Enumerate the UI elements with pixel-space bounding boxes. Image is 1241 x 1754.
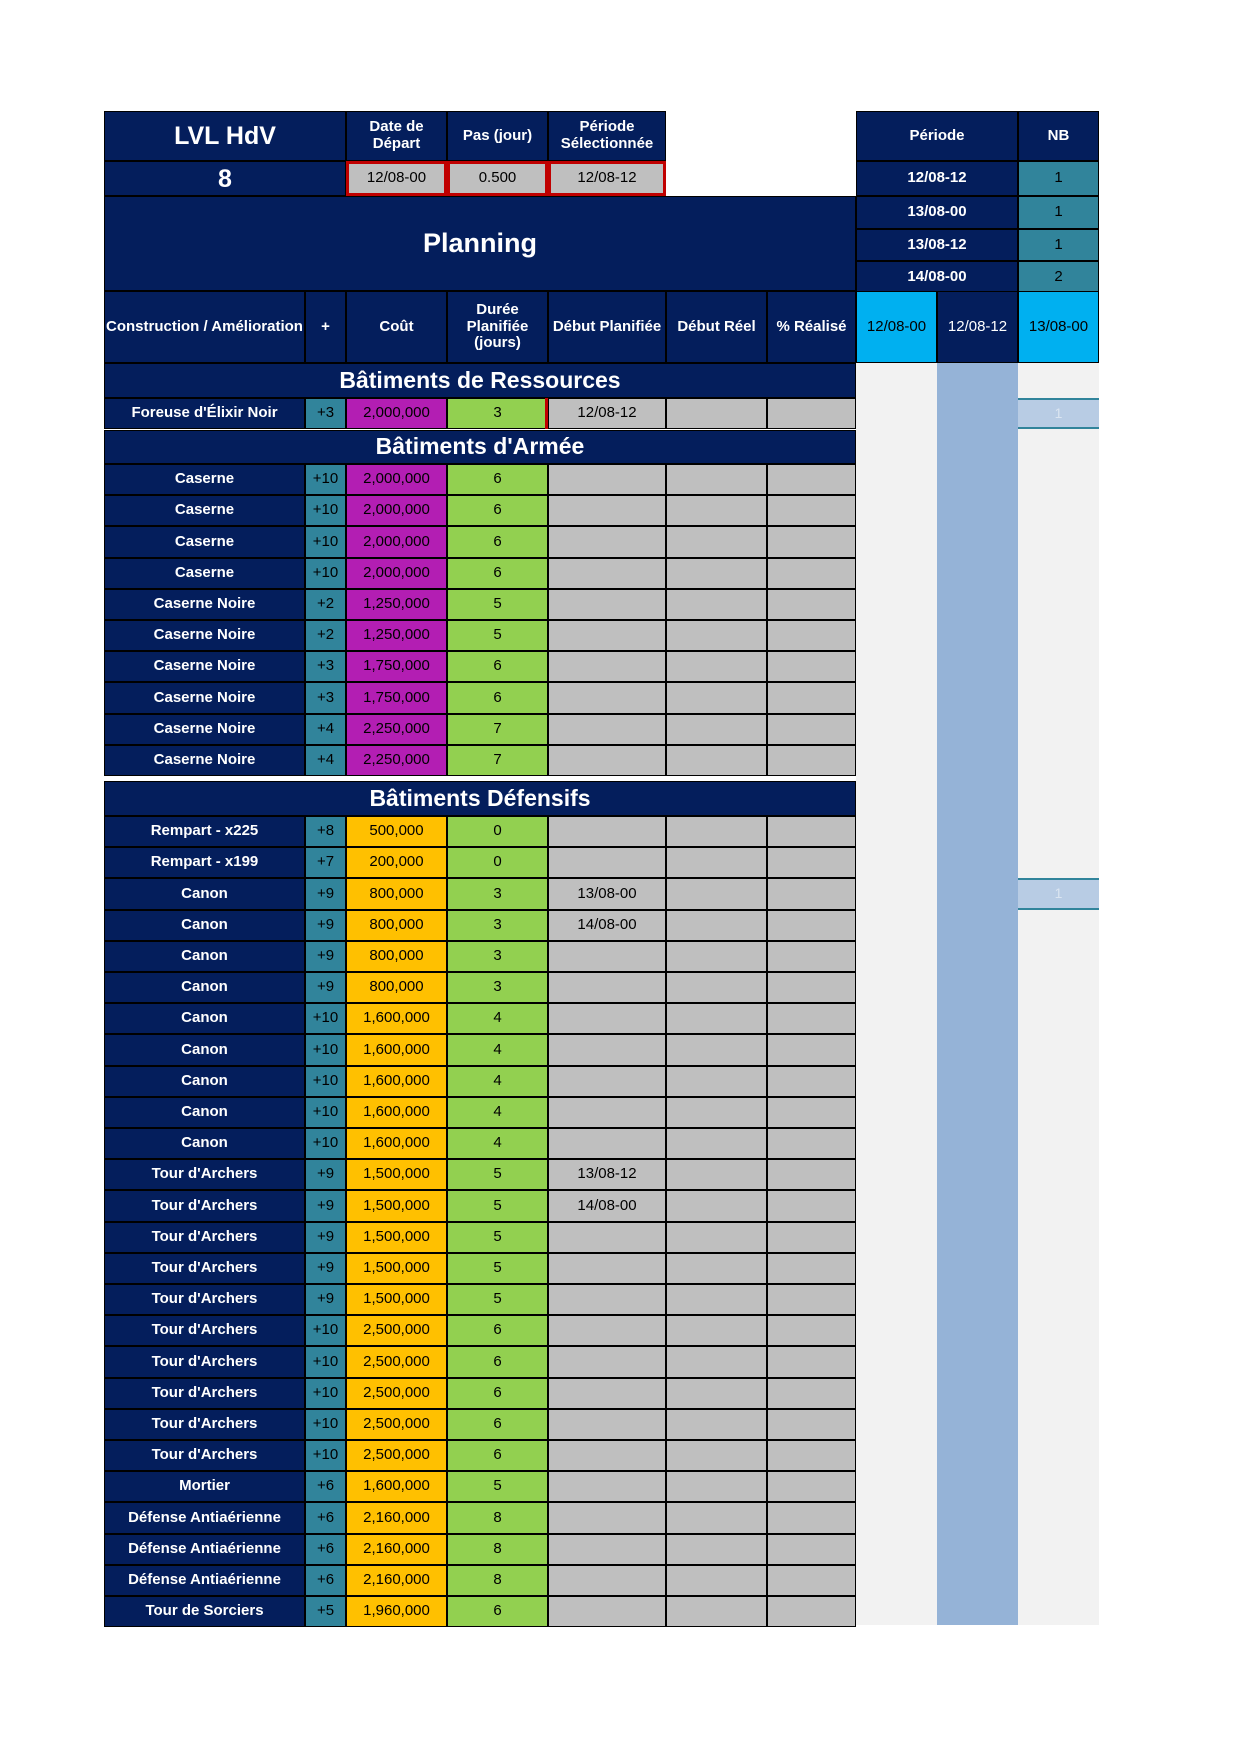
item-plus: +10 <box>305 1128 346 1159</box>
item-plus: +10 <box>305 1097 346 1128</box>
item-name: Caserne <box>104 526 305 558</box>
item-debut-reel[interactable] <box>666 464 767 495</box>
item-name: Tour d'Archers <box>104 1315 305 1346</box>
item-debut-reel[interactable] <box>666 651 767 682</box>
item-plus: +9 <box>305 1159 346 1190</box>
item-debut-planifiee[interactable] <box>548 1565 666 1596</box>
item-duration[interactable]: 4 <box>447 1066 548 1097</box>
item-debut-reel[interactable] <box>666 1315 767 1346</box>
item-cost: 1,600,000 <box>346 1034 447 1066</box>
item-name: Caserne Noire <box>104 651 305 682</box>
item-plus: +3 <box>305 398 346 429</box>
periode-value: 13/08-12 <box>856 229 1018 261</box>
item-cost: 800,000 <box>346 972 447 1003</box>
item-name: Canon <box>104 941 305 972</box>
item-cost: 200,000 <box>346 847 447 878</box>
item-duration[interactable]: 6 <box>447 651 548 682</box>
item-duration[interactable]: 8 <box>447 1502 548 1534</box>
gantt-mark: 1 <box>1018 878 1099 910</box>
item-realise[interactable] <box>767 1159 856 1190</box>
item-debut-reel[interactable] <box>666 1471 767 1502</box>
section-title: Bâtiments de Ressources <box>104 363 856 398</box>
item-cost: 2,500,000 <box>346 1346 447 1378</box>
item-plus: +9 <box>305 1222 346 1253</box>
item-cost: 1,600,000 <box>346 1097 447 1128</box>
item-plus: +9 <box>305 878 346 910</box>
item-plus: +2 <box>305 620 346 651</box>
item-debut-planifiee[interactable] <box>548 1034 666 1066</box>
col-cout: Coût <box>346 291 447 363</box>
item-cost: 1,600,000 <box>346 1471 447 1502</box>
item-realise[interactable] <box>767 910 856 941</box>
gantt-header-3: 13/08-00 <box>1018 291 1099 363</box>
item-plus: +9 <box>305 972 346 1003</box>
item-debut-reel[interactable] <box>666 1034 767 1066</box>
gantt-header-1: 12/08-00 <box>856 291 937 363</box>
item-cost: 800,000 <box>346 910 447 941</box>
item-debut-reel[interactable] <box>666 1066 767 1097</box>
item-realise[interactable] <box>767 816 856 847</box>
gantt-col-3 <box>1018 363 1099 1625</box>
item-name: Tour d'Archers <box>104 1284 305 1315</box>
item-debut-planifiee[interactable] <box>548 1534 666 1565</box>
item-debut-reel[interactable] <box>666 847 767 878</box>
gantt-header-2: 12/08-12 <box>937 291 1018 363</box>
item-name: Canon <box>104 1066 305 1097</box>
item-debut-reel[interactable] <box>666 1534 767 1565</box>
item-realise[interactable] <box>767 1565 856 1596</box>
item-plus: +10 <box>305 1378 346 1409</box>
item-cost: 2,500,000 <box>346 1440 447 1471</box>
item-cost: 2,000,000 <box>346 526 447 558</box>
item-debut-planifiee[interactable] <box>548 847 666 878</box>
item-plus: +10 <box>305 1003 346 1034</box>
gantt-col-2 <box>937 363 1018 1625</box>
item-name: Tour d'Archers <box>104 1190 305 1222</box>
item-name: Défense Antiaérienne <box>104 1534 305 1565</box>
item-duration[interactable]: 3 <box>447 941 548 972</box>
item-cost: 1,600,000 <box>346 1066 447 1097</box>
item-duration[interactable]: 6 <box>447 495 548 526</box>
item-debut-planifiee[interactable] <box>548 620 666 651</box>
item-cost: 2,160,000 <box>346 1502 447 1534</box>
item-cost: 1,250,000 <box>346 589 447 620</box>
item-realise[interactable] <box>767 1440 856 1471</box>
item-cost: 2,000,000 <box>346 495 447 526</box>
item-plus: +3 <box>305 682 346 714</box>
col-plus: + <box>305 291 346 363</box>
item-name: Canon <box>104 1128 305 1159</box>
item-plus: +6 <box>305 1565 346 1596</box>
item-debut-planifiee[interactable] <box>548 1128 666 1159</box>
item-debut-planifiee[interactable] <box>548 464 666 495</box>
item-name: Défense Antiaérienne <box>104 1502 305 1534</box>
item-realise[interactable] <box>767 847 856 878</box>
item-plus: +9 <box>305 1253 346 1284</box>
item-debut-planifiee[interactable] <box>548 1003 666 1034</box>
item-debut-planifiee[interactable] <box>548 589 666 620</box>
item-debut-reel[interactable] <box>666 1159 767 1190</box>
item-plus: +6 <box>305 1471 346 1502</box>
item-cost: 2,000,000 <box>346 398 447 429</box>
item-debut-planifiee[interactable] <box>548 1346 666 1378</box>
item-debut-reel[interactable] <box>666 495 767 526</box>
item-duration[interactable]: 6 <box>447 464 548 495</box>
item-debut-reel[interactable] <box>666 1502 767 1534</box>
item-debut-planifiee[interactable]: 13/08-12 <box>548 1159 666 1190</box>
item-debut-reel[interactable] <box>666 558 767 589</box>
item-realise[interactable] <box>767 1284 856 1315</box>
item-name: Caserne Noire <box>104 589 305 620</box>
item-debut-planifiee[interactable] <box>548 1097 666 1128</box>
item-realise[interactable] <box>767 941 856 972</box>
date-depart-input[interactable]: 12/08-00 <box>346 161 447 196</box>
item-debut-planifiee[interactable] <box>548 745 666 776</box>
item-plus: +9 <box>305 1284 346 1315</box>
item-duration[interactable]: 3 <box>447 972 548 1003</box>
item-duration[interactable]: 6 <box>447 526 548 558</box>
date-depart-label: Date de Départ <box>346 111 447 161</box>
item-realise[interactable] <box>767 1378 856 1409</box>
item-realise[interactable] <box>767 1315 856 1346</box>
item-name: Caserne <box>104 558 305 589</box>
lvl-hdv-label: LVL HdV <box>104 111 346 161</box>
item-cost: 2,250,000 <box>346 745 447 776</box>
item-cost: 1,750,000 <box>346 682 447 714</box>
item-realise[interactable] <box>767 1409 856 1440</box>
item-name: Caserne Noire <box>104 745 305 776</box>
item-realise[interactable] <box>767 1003 856 1034</box>
item-duration[interactable]: 5 <box>447 1253 548 1284</box>
item-name: Canon <box>104 1034 305 1066</box>
item-plus: +5 <box>305 1596 346 1627</box>
planning-title: Planning <box>104 196 856 291</box>
item-cost: 1,600,000 <box>346 1128 447 1159</box>
item-debut-planifiee[interactable] <box>548 1596 666 1627</box>
item-debut-planifiee[interactable] <box>548 816 666 847</box>
item-realise[interactable] <box>767 1190 856 1222</box>
item-debut-planifiee[interactable] <box>548 682 666 714</box>
item-debut-planifiee[interactable] <box>548 1222 666 1253</box>
item-realise[interactable] <box>767 1596 856 1627</box>
item-plus: +10 <box>305 526 346 558</box>
item-name: Tour d'Archers <box>104 1440 305 1471</box>
item-cost: 1,600,000 <box>346 1003 447 1034</box>
item-realise[interactable] <box>767 620 856 651</box>
col-debut-reel: Début Réel <box>666 291 767 363</box>
item-realise[interactable] <box>767 1253 856 1284</box>
item-realise[interactable] <box>767 714 856 745</box>
item-plus: +8 <box>305 816 346 847</box>
item-debut-planifiee[interactable] <box>548 1378 666 1409</box>
item-realise[interactable] <box>767 972 856 1003</box>
item-debut-reel[interactable] <box>666 714 767 745</box>
item-debut-reel[interactable] <box>666 1409 767 1440</box>
item-realise[interactable] <box>767 1097 856 1128</box>
item-name: Tour d'Archers <box>104 1378 305 1409</box>
item-debut-reel[interactable] <box>666 1003 767 1034</box>
item-debut-reel[interactable] <box>666 1222 767 1253</box>
item-duration[interactable]: 8 <box>447 1565 548 1596</box>
item-debut-reel[interactable] <box>666 941 767 972</box>
item-cost: 800,000 <box>346 941 447 972</box>
item-duration[interactable]: 5 <box>447 1284 548 1315</box>
col-duree: Durée Planifiée (jours) <box>447 291 548 363</box>
item-duration[interactable]: 4 <box>447 1097 548 1128</box>
item-cost: 500,000 <box>346 816 447 847</box>
item-debut-reel[interactable] <box>666 682 767 714</box>
item-realise[interactable] <box>767 878 856 910</box>
item-duration[interactable]: 6 <box>447 1378 548 1409</box>
item-duration[interactable]: 6 <box>447 1440 548 1471</box>
item-duration[interactable]: 8 <box>447 1534 548 1565</box>
item-debut-planifiee[interactable] <box>548 1315 666 1346</box>
item-debut-reel[interactable] <box>666 1253 767 1284</box>
item-duration[interactable]: 5 <box>447 589 548 620</box>
item-realise[interactable] <box>767 682 856 714</box>
item-cost: 1,750,000 <box>346 651 447 682</box>
item-plus: +9 <box>305 910 346 941</box>
red-marker-left <box>545 398 548 429</box>
item-debut-planifiee[interactable] <box>548 714 666 745</box>
item-name: Caserne Noire <box>104 714 305 745</box>
item-plus: +3 <box>305 651 346 682</box>
item-realise[interactable] <box>767 745 856 776</box>
item-debut-reel[interactable] <box>666 398 767 429</box>
item-cost: 2,250,000 <box>346 714 447 745</box>
item-name: Caserne Noire <box>104 620 305 651</box>
item-duration[interactable]: 4 <box>447 1034 548 1066</box>
item-debut-planifiee[interactable] <box>548 1502 666 1534</box>
item-debut-reel[interactable] <box>666 620 767 651</box>
item-cost: 2,000,000 <box>346 558 447 589</box>
item-duration[interactable]: 0 <box>447 847 548 878</box>
item-debut-reel[interactable] <box>666 878 767 910</box>
item-name: Rempart - x225 <box>104 816 305 847</box>
item-debut-reel[interactable] <box>666 1097 767 1128</box>
item-debut-reel[interactable] <box>666 1284 767 1315</box>
item-cost: 2,500,000 <box>346 1378 447 1409</box>
item-debut-reel[interactable] <box>666 1596 767 1627</box>
nb-value: 1 <box>1018 196 1099 229</box>
item-name: Mortier <box>104 1471 305 1502</box>
item-realise[interactable] <box>767 1534 856 1565</box>
item-duration[interactable]: 3 <box>447 910 548 941</box>
item-cost: 2,160,000 <box>346 1534 447 1565</box>
item-plus: +10 <box>305 1409 346 1440</box>
item-realise[interactable] <box>767 1502 856 1534</box>
item-debut-planifiee[interactable]: 12/08-12 <box>548 398 666 429</box>
gantt-mark: 1 <box>1018 398 1099 429</box>
item-debut-planifiee[interactable] <box>548 1471 666 1502</box>
item-duration[interactable]: 6 <box>447 1409 548 1440</box>
periode-header: Période <box>856 111 1018 161</box>
item-cost: 1,500,000 <box>346 1253 447 1284</box>
item-cost: 1,960,000 <box>346 1596 447 1627</box>
item-duration[interactable]: 6 <box>447 1596 548 1627</box>
item-debut-planifiee[interactable]: 13/08-00 <box>548 878 666 910</box>
item-plus: +10 <box>305 1034 346 1066</box>
item-debut-planifiee[interactable]: 14/08-00 <box>548 910 666 941</box>
item-realise[interactable] <box>767 1471 856 1502</box>
item-debut-reel[interactable] <box>666 1190 767 1222</box>
item-name: Caserne <box>104 464 305 495</box>
item-name: Caserne <box>104 495 305 526</box>
item-duration[interactable]: 6 <box>447 558 548 589</box>
item-cost: 2,000,000 <box>346 464 447 495</box>
item-debut-planifiee[interactable]: 14/08-00 <box>548 1190 666 1222</box>
periode-value: 12/08-12 <box>856 161 1018 196</box>
item-duration[interactable]: 7 <box>447 714 548 745</box>
item-plus: +10 <box>305 495 346 526</box>
item-plus: +10 <box>305 1315 346 1346</box>
item-debut-reel[interactable] <box>666 1565 767 1596</box>
item-duration[interactable]: 7 <box>447 745 548 776</box>
item-plus: +6 <box>305 1534 346 1565</box>
item-plus: +4 <box>305 714 346 745</box>
item-plus: +9 <box>305 941 346 972</box>
item-realise[interactable] <box>767 558 856 589</box>
col-construction: Construction / Amélioration <box>104 291 305 363</box>
item-realise[interactable] <box>767 495 856 526</box>
item-name: Tour d'Archers <box>104 1253 305 1284</box>
item-realise[interactable] <box>767 1066 856 1097</box>
item-cost: 1,500,000 <box>346 1190 447 1222</box>
item-plus: +10 <box>305 1440 346 1471</box>
item-duration[interactable]: 6 <box>447 1346 548 1378</box>
item-duration[interactable]: 4 <box>447 1003 548 1034</box>
item-debut-reel[interactable] <box>666 972 767 1003</box>
lvl-hdv-value[interactable]: 8 <box>104 161 346 196</box>
item-debut-planifiee[interactable] <box>548 651 666 682</box>
item-plus: +10 <box>305 1346 346 1378</box>
nb-value: 1 <box>1018 229 1099 261</box>
item-debut-planifiee[interactable] <box>548 972 666 1003</box>
item-debut-reel[interactable] <box>666 745 767 776</box>
item-duration[interactable]: 5 <box>447 1222 548 1253</box>
item-name: Défense Antiaérienne <box>104 1565 305 1596</box>
item-debut-planifiee[interactable] <box>548 526 666 558</box>
item-name: Canon <box>104 878 305 910</box>
item-cost: 800,000 <box>346 878 447 910</box>
item-plus: +10 <box>305 558 346 589</box>
col-realise: % Réalisé <box>767 291 856 363</box>
item-cost: 1,500,000 <box>346 1159 447 1190</box>
item-realise[interactable] <box>767 1346 856 1378</box>
item-name: Tour de Sorciers <box>104 1596 305 1627</box>
item-debut-planifiee[interactable] <box>548 495 666 526</box>
item-plus: +7 <box>305 847 346 878</box>
item-debut-planifiee[interactable] <box>548 1440 666 1471</box>
periode-selectionnee-label: Période Sélectionnée <box>548 111 666 161</box>
item-plus: +10 <box>305 464 346 495</box>
periode-value: 14/08-00 <box>856 261 1018 293</box>
item-name: Canon <box>104 910 305 941</box>
item-debut-reel[interactable] <box>666 526 767 558</box>
item-debut-reel[interactable] <box>666 1378 767 1409</box>
item-realise[interactable] <box>767 1128 856 1159</box>
item-name: Canon <box>104 972 305 1003</box>
item-debut-reel[interactable] <box>666 1346 767 1378</box>
item-realise[interactable] <box>767 526 856 558</box>
item-debut-reel[interactable] <box>666 1128 767 1159</box>
item-debut-planifiee[interactable] <box>548 1066 666 1097</box>
item-duration[interactable]: 3 <box>447 398 548 429</box>
pas-input[interactable]: 0.500 <box>447 161 548 196</box>
section-title: Bâtiments Défensifs <box>104 781 856 816</box>
item-debut-reel[interactable] <box>666 910 767 941</box>
item-realise[interactable] <box>767 398 856 429</box>
item-cost: 1,500,000 <box>346 1284 447 1315</box>
item-debut-reel[interactable] <box>666 1440 767 1471</box>
item-duration[interactable]: 5 <box>447 1190 548 1222</box>
item-name: Tour d'Archers <box>104 1346 305 1378</box>
item-plus: +9 <box>305 1190 346 1222</box>
item-debut-planifiee[interactable] <box>548 1409 666 1440</box>
nb-value: 1 <box>1018 161 1099 196</box>
item-debut-reel[interactable] <box>666 589 767 620</box>
item-cost: 2,500,000 <box>346 1315 447 1346</box>
item-cost: 2,500,000 <box>346 1409 447 1440</box>
item-duration[interactable]: 5 <box>447 620 548 651</box>
item-duration[interactable]: 6 <box>447 1315 548 1346</box>
item-realise[interactable] <box>767 1034 856 1066</box>
item-realise[interactable] <box>767 1222 856 1253</box>
item-name: Caserne Noire <box>104 682 305 714</box>
item-debut-planifiee[interactable] <box>548 558 666 589</box>
item-duration[interactable]: 3 <box>447 878 548 910</box>
item-cost: 2,160,000 <box>346 1565 447 1596</box>
gantt-col-1 <box>856 363 937 1625</box>
item-name: Tour d'Archers <box>104 1409 305 1440</box>
item-cost: 1,250,000 <box>346 620 447 651</box>
item-name: Foreuse d'Élixir Noir <box>104 398 305 429</box>
item-duration[interactable]: 5 <box>447 1159 548 1190</box>
item-cost: 1,500,000 <box>346 1222 447 1253</box>
item-duration[interactable]: 6 <box>447 682 548 714</box>
nb-value: 2 <box>1018 261 1099 293</box>
item-name: Tour d'Archers <box>104 1222 305 1253</box>
item-duration[interactable]: 0 <box>447 816 548 847</box>
item-debut-planifiee[interactable] <box>548 1284 666 1315</box>
item-debut-planifiee[interactable] <box>548 1253 666 1284</box>
item-realise[interactable] <box>767 464 856 495</box>
item-name: Canon <box>104 1003 305 1034</box>
item-plus: +4 <box>305 745 346 776</box>
pas-label: Pas (jour) <box>447 111 548 161</box>
item-debut-planifiee[interactable] <box>548 941 666 972</box>
item-plus: +10 <box>305 1066 346 1097</box>
item-debut-reel[interactable] <box>666 816 767 847</box>
item-name: Rempart - x199 <box>104 847 305 878</box>
item-name: Canon <box>104 1097 305 1128</box>
nb-header: NB <box>1018 111 1099 161</box>
col-debut-planifiee: Début Planifiée <box>548 291 666 363</box>
section-title: Bâtiments d'Armée <box>104 430 856 464</box>
item-realise[interactable] <box>767 651 856 682</box>
periode-selectionnee-input[interactable]: 12/08-12 <box>548 161 666 196</box>
item-duration[interactable]: 5 <box>447 1471 548 1502</box>
item-plus: +6 <box>305 1502 346 1534</box>
periode-value: 13/08-00 <box>856 196 1018 229</box>
item-plus: +2 <box>305 589 346 620</box>
item-name: Tour d'Archers <box>104 1159 305 1190</box>
item-realise[interactable] <box>767 589 856 620</box>
item-duration[interactable]: 4 <box>447 1128 548 1159</box>
